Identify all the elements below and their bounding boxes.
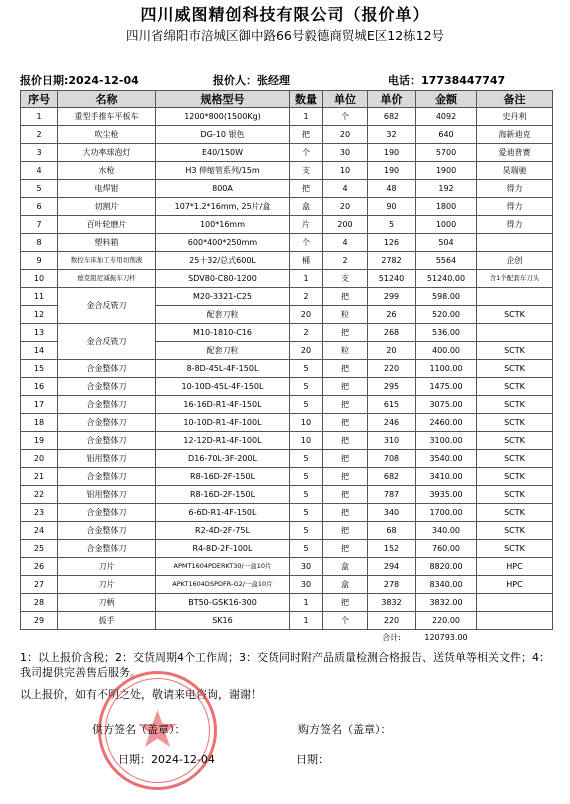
cell-no: 29 <box>21 612 58 630</box>
cell-amount: 1000 <box>416 216 477 234</box>
cell-note: SCTK <box>477 342 553 360</box>
cell-unit: 20 <box>323 126 368 144</box>
cell-name: 合金整体刀 <box>58 522 156 540</box>
cell-qty: 盒 <box>290 198 323 216</box>
cell-unit: 把 <box>323 288 368 306</box>
cell-no: 5 <box>21 180 58 198</box>
cell-amount: 640 <box>416 126 477 144</box>
cell-unit: 支 <box>323 270 368 288</box>
cell-note: SCTK <box>477 414 553 432</box>
document-title: 四川威图精创科技有限公司（报价单） <box>140 5 430 24</box>
cell-price: 2782 <box>368 252 416 270</box>
cell-note: 得力 <box>477 216 553 234</box>
cell-note: SCTK <box>477 504 553 522</box>
cell-note: SCTK <box>477 360 553 378</box>
cell-amount: 192 <box>416 180 477 198</box>
cell-unit: 把 <box>323 450 368 468</box>
cell-no: 19 <box>21 432 58 450</box>
cell-amount: 3935.00 <box>416 486 477 504</box>
cell-spec: R8-16D-2F-150L <box>156 486 290 504</box>
cell-spec: DG-10 银色 <box>156 126 290 144</box>
cell-amount: 8820.00 <box>416 558 477 576</box>
cell-price: 246 <box>368 414 416 432</box>
cell-amount: 5564 <box>416 252 477 270</box>
cell-spec: 12-12D-R1-4F-100L <box>156 432 290 450</box>
buyer-date: 日期： <box>296 753 329 766</box>
cell-spec: 10-10D-45L-4F-150L <box>156 378 290 396</box>
table-row <box>21 558 553 576</box>
cell-spec: 8-8D-45L-4F-150L <box>156 360 290 378</box>
total-spacer <box>21 630 58 645</box>
table-row <box>21 468 553 486</box>
cell-name: 电焊钳 <box>58 180 156 198</box>
cell-name: 大功率球泡灯 <box>58 144 156 162</box>
table-row <box>21 180 553 198</box>
cell-price: 220 <box>368 360 416 378</box>
cell-name: 百叶轮磨片 <box>58 216 156 234</box>
cell-name-merged: 金合反铣刀 <box>58 324 156 360</box>
col-header: 规格型号 <box>156 91 290 108</box>
cell-qty: 把 <box>290 126 323 144</box>
quoter: 报价人：张经理 <box>213 74 290 87</box>
cell-price: 3832 <box>368 594 416 612</box>
cell-name: 切割片 <box>58 198 156 216</box>
cell-qty: 5 <box>290 486 323 504</box>
supplier-date: 日期：2024-12-04 <box>118 753 215 766</box>
cell-note <box>477 288 553 306</box>
cell-qty: 1 <box>290 612 323 630</box>
cell-name: 刀片 <box>58 558 156 576</box>
table-row <box>21 126 553 144</box>
cell-qty: 5 <box>290 360 323 378</box>
cell-qty: 30 <box>290 558 323 576</box>
cell-name: 合金整体刀 <box>58 468 156 486</box>
cell-name: 合金整体刀 <box>58 378 156 396</box>
col-header: 序号 <box>21 91 58 108</box>
cell-price: 294 <box>368 558 416 576</box>
cell-no: 4 <box>21 162 58 180</box>
cell-no: 3 <box>21 144 58 162</box>
cell-spec: D16-70L-3F-200L <box>156 450 290 468</box>
cell-amount: 1100.00 <box>416 360 477 378</box>
cell-qty: 把 <box>290 180 323 198</box>
phone: 电话：17738447747 <box>388 74 506 87</box>
cell-no: 9 <box>21 252 58 270</box>
cell-no: 1 <box>21 108 58 126</box>
cell-name: 德克阻尼减振车刀杆 <box>58 270 156 288</box>
cell-name: 扳手 <box>58 612 156 630</box>
cell-note: SCTK <box>477 486 553 504</box>
cell-name: 重型手推车平板车 <box>58 108 156 126</box>
cell-spec: M20-3321-C25 <box>156 288 290 306</box>
cell-note: 企创 <box>477 252 553 270</box>
cell-name: 数控车床加工专用切削液 <box>58 252 156 270</box>
cell-spec: 107*1.2*16mm, 25片/盒 <box>156 198 290 216</box>
cell-price: 90 <box>368 198 416 216</box>
cell-price: 26 <box>368 306 416 324</box>
cell-price: 340 <box>368 504 416 522</box>
cell-price: 152 <box>368 540 416 558</box>
cell-no: 11 <box>21 288 58 306</box>
company-address: 四川省绵阳市涪城区御中路66号毅德商贸城E区12栋12号 <box>125 28 445 43</box>
total-spacer <box>323 630 368 645</box>
cell-note: 得力 <box>477 180 553 198</box>
cell-amount: 51240.00 <box>416 270 477 288</box>
cell-price: 32 <box>368 126 416 144</box>
cell-no: 7 <box>21 216 58 234</box>
total-spacer <box>477 630 553 645</box>
cell-amount: 536.00 <box>416 324 477 342</box>
cell-amount: 2460.00 <box>416 414 477 432</box>
cell-qty: 2 <box>290 288 323 306</box>
cell-note: 得力 <box>477 198 553 216</box>
cell-qty: 2 <box>290 324 323 342</box>
cell-no: 22 <box>21 486 58 504</box>
cell-unit: 个 <box>323 108 368 126</box>
supplier-signature-label: 供方签名（盖章）： <box>92 723 186 736</box>
cell-no: 21 <box>21 468 58 486</box>
table-row <box>21 504 553 522</box>
cell-unit: 把 <box>323 468 368 486</box>
cell-qty: 10 <box>290 432 323 450</box>
table-row <box>21 288 553 306</box>
table-row <box>21 594 553 612</box>
table-header-row <box>21 91 553 108</box>
cell-unit: 盒 <box>323 576 368 594</box>
cell-note: SCTK <box>477 306 553 324</box>
cell-note <box>477 324 553 342</box>
cell-qty: 片 <box>290 216 323 234</box>
cell-name: 刀柄 <box>58 594 156 612</box>
cell-unit: 30 <box>323 144 368 162</box>
cell-unit: 盒 <box>323 558 368 576</box>
col-header: 名称 <box>58 91 156 108</box>
table-row <box>21 396 553 414</box>
cell-no: 24 <box>21 522 58 540</box>
cell-qty: 5 <box>290 378 323 396</box>
total-row <box>21 630 553 645</box>
cell-unit: 把 <box>323 486 368 504</box>
cell-spec: 25十32/总式600L <box>156 252 290 270</box>
cell-price: 190 <box>368 144 416 162</box>
cell-name: 塑料箱 <box>58 234 156 252</box>
cell-amount: 3100.00 <box>416 432 477 450</box>
cell-spec: R2-4D-2F-75L <box>156 522 290 540</box>
cell-no: 27 <box>21 576 58 594</box>
buyer-signature-label: 购方签名（盖章）： <box>298 723 392 736</box>
table-row <box>21 198 553 216</box>
cell-no: 12 <box>21 306 58 324</box>
table-row <box>21 216 553 234</box>
cell-spec: H3 伸缩管系列/15m <box>156 162 290 180</box>
table-row <box>21 540 553 558</box>
cell-no: 18 <box>21 414 58 432</box>
cell-price: 68 <box>368 522 416 540</box>
cell-note: HPC <box>477 576 553 594</box>
cell-price: 299 <box>368 288 416 306</box>
cell-note: SCTK <box>477 468 553 486</box>
cell-unit: 把 <box>323 432 368 450</box>
cell-unit: 200 <box>323 216 368 234</box>
cell-qty: 桶 <box>290 252 323 270</box>
cell-price: 268 <box>368 324 416 342</box>
quotation-table <box>20 90 553 644</box>
cell-no: 25 <box>21 540 58 558</box>
cell-price: 682 <box>368 108 416 126</box>
cell-note: SCTK <box>477 540 553 558</box>
cell-spec: 600*400*250mm <box>156 234 290 252</box>
cell-amount: 598.00 <box>416 288 477 306</box>
cell-unit: 粒 <box>323 306 368 324</box>
cell-note: 史丹利 <box>477 108 553 126</box>
cell-note <box>477 594 553 612</box>
cell-unit: 把 <box>323 594 368 612</box>
cell-qty: 5 <box>290 540 323 558</box>
cell-spec: 1200*800(1500Kg) <box>156 108 290 126</box>
cell-unit: 20 <box>323 198 368 216</box>
cell-amount: 340.00 <box>416 522 477 540</box>
cell-unit: 4 <box>323 180 368 198</box>
table-row <box>21 108 553 126</box>
cell-spec: M10-1810-C16 <box>156 324 290 342</box>
table-row <box>21 612 553 630</box>
table-row <box>21 324 553 342</box>
quote-info-bar <box>20 72 550 86</box>
cell-no: 20 <box>21 450 58 468</box>
cell-spec: 配套刀粒 <box>156 342 290 360</box>
cell-qty: 5 <box>290 450 323 468</box>
cell-unit: 把 <box>323 504 368 522</box>
cell-unit: 粒 <box>323 342 368 360</box>
cell-unit: 10 <box>323 162 368 180</box>
cell-qty: 个 <box>290 144 323 162</box>
col-header: 数量 <box>290 91 323 108</box>
cell-qty: 1 <box>290 594 323 612</box>
cell-qty: 10 <box>290 414 323 432</box>
cell-price: 48 <box>368 180 416 198</box>
cell-name: 铝用整体刀 <box>58 450 156 468</box>
cell-spec: R4-8D-2F-100L <box>156 540 290 558</box>
cell-name: 水枪 <box>58 162 156 180</box>
closing-text: 以上报价，如有不明之处，敬请来电咨询，谢谢！ <box>20 688 262 701</box>
cell-amount: 3832.00 <box>416 594 477 612</box>
cell-qty: 20 <box>290 342 323 360</box>
table-row <box>21 576 553 594</box>
cell-name: 铝用整体刀 <box>58 486 156 504</box>
cell-no: 16 <box>21 378 58 396</box>
table-row <box>21 162 553 180</box>
cell-spec: APKT1604DSPDFR-G2/一盒10片 <box>156 576 290 594</box>
cell-price: 126 <box>368 234 416 252</box>
cell-amount: 520.00 <box>416 306 477 324</box>
col-header: 金额 <box>416 91 477 108</box>
cell-no: 8 <box>21 234 58 252</box>
cell-name: 刀片 <box>58 576 156 594</box>
table-row <box>21 234 553 252</box>
cell-note: SCTK <box>477 396 553 414</box>
cell-amount: 3410.00 <box>416 468 477 486</box>
cell-no: 23 <box>21 504 58 522</box>
cell-no: 6 <box>21 198 58 216</box>
cell-note: SCTK <box>477 450 553 468</box>
cell-no: 17 <box>21 396 58 414</box>
col-header: 备注 <box>477 91 553 108</box>
cell-amount: 5700 <box>416 144 477 162</box>
cell-spec: SDV80-C80-1200 <box>156 270 290 288</box>
cell-spec: BT50-GSK16-300 <box>156 594 290 612</box>
cell-amount: 1700.00 <box>416 504 477 522</box>
cell-note: SCTK <box>477 432 553 450</box>
table-row <box>21 252 553 270</box>
cell-name: 吹尘枪 <box>58 126 156 144</box>
table-row <box>21 522 553 540</box>
cell-note: 海新迪克 <box>477 126 553 144</box>
cell-name-merged: 金合反铣刀 <box>58 288 156 324</box>
cell-note: SCTK <box>477 522 553 540</box>
cell-name: 合金整体刀 <box>58 540 156 558</box>
cell-amount: 4092 <box>416 108 477 126</box>
cell-price: 682 <box>368 468 416 486</box>
cell-spec: 100*16mm <box>156 216 290 234</box>
cell-note <box>477 234 553 252</box>
cell-qty: 5 <box>290 522 323 540</box>
cell-qty: 5 <box>290 396 323 414</box>
cell-name: 合金整体刀 <box>58 432 156 450</box>
cell-unit: 把 <box>323 522 368 540</box>
cell-no: 15 <box>21 360 58 378</box>
cell-unit: 把 <box>323 324 368 342</box>
cell-price: 20 <box>368 342 416 360</box>
cell-note <box>477 612 553 630</box>
cell-qty: 1 <box>290 108 323 126</box>
table-row <box>21 450 553 468</box>
cell-price: 220 <box>368 612 416 630</box>
cell-name: 合金整体刀 <box>58 360 156 378</box>
col-header: 单位 <box>323 91 368 108</box>
col-header: 单价 <box>368 91 416 108</box>
table-row <box>21 486 553 504</box>
cell-price: 190 <box>368 162 416 180</box>
table-row <box>21 414 553 432</box>
total-spacer <box>290 630 323 645</box>
cell-amount: 504 <box>416 234 477 252</box>
quote-date: 报价日期:2024-12-04 <box>20 74 139 87</box>
cell-spec: 800A <box>156 180 290 198</box>
cell-note: HPC <box>477 558 553 576</box>
cell-no: 2 <box>21 126 58 144</box>
cell-qty: 1 <box>290 270 323 288</box>
cell-unit: 把 <box>323 414 368 432</box>
table-row <box>21 360 553 378</box>
cell-spec: SK16 <box>156 612 290 630</box>
cell-no: 26 <box>21 558 58 576</box>
cell-amount: 220.00 <box>416 612 477 630</box>
cell-unit: 把 <box>323 378 368 396</box>
cell-qty: 5 <box>290 468 323 486</box>
cell-name: 合金整体刀 <box>58 414 156 432</box>
cell-unit: 个 <box>323 612 368 630</box>
cell-price: 708 <box>368 450 416 468</box>
cell-note: 爱迪普赛 <box>477 144 553 162</box>
table-row <box>21 378 553 396</box>
cell-qty: 20 <box>290 306 323 324</box>
cell-spec: 10-10D-R1-4F-100L <box>156 414 290 432</box>
terms-notes: 1：以上报价含税；2：交货周期4个工作周；3：交货同时附产品质量检测合格报告、送货单等相关文件；4：我司提供完善售后服务。 <box>20 651 550 679</box>
cell-amount: 1900 <box>416 162 477 180</box>
cell-unit: 把 <box>323 360 368 378</box>
cell-note: SCTK <box>477 378 553 396</box>
table-row <box>21 144 553 162</box>
cell-amount: 760.00 <box>416 540 477 558</box>
cell-amount: 400.00 <box>416 342 477 360</box>
total-value: 120793.00 <box>424 632 468 642</box>
total-spacer <box>156 630 290 645</box>
cell-qty: 个 <box>290 234 323 252</box>
cell-amount: 3540.00 <box>416 450 477 468</box>
table-row <box>21 270 553 288</box>
total-spacer <box>58 630 156 645</box>
cell-spec: E40/150W <box>156 144 290 162</box>
cell-note: 昊瑞驰 <box>477 162 553 180</box>
cell-qty: 30 <box>290 576 323 594</box>
cell-price: 5 <box>368 216 416 234</box>
total-label: 合计: <box>382 632 401 642</box>
cell-price: 295 <box>368 378 416 396</box>
cell-price: 51240 <box>368 270 416 288</box>
cell-no: 14 <box>21 342 58 360</box>
cell-amount: 3075.00 <box>416 396 477 414</box>
cell-qty: 5 <box>290 504 323 522</box>
cell-unit: 把 <box>323 396 368 414</box>
cell-spec: R8-16D-2F-150L <box>156 468 290 486</box>
cell-unit: 把 <box>323 540 368 558</box>
cell-qty: 支 <box>290 162 323 180</box>
cell-spec: 配套刀粒 <box>156 306 290 324</box>
cell-amount: 1475.00 <box>416 378 477 396</box>
cell-spec: 16-16D-R1-4F-150L <box>156 396 290 414</box>
cell-name: 合金整体刀 <box>58 504 156 522</box>
table-row <box>21 432 553 450</box>
cell-unit: 2 <box>323 252 368 270</box>
cell-spec: 6-6D-R1-4F-150L <box>156 504 290 522</box>
cell-price: 787 <box>368 486 416 504</box>
cell-amount: 1800 <box>416 198 477 216</box>
cell-spec: APMT1604PDERKT30/一盒10片 <box>156 558 290 576</box>
cell-price: 310 <box>368 432 416 450</box>
cell-unit: 4 <box>323 234 368 252</box>
cell-price: 278 <box>368 576 416 594</box>
cell-amount: 8340.00 <box>416 576 477 594</box>
cell-no: 28 <box>21 594 58 612</box>
cell-no: 10 <box>21 270 58 288</box>
cell-no: 13 <box>21 324 58 342</box>
cell-price: 615 <box>368 396 416 414</box>
cell-note: 含1个配套车刀头 <box>477 270 553 288</box>
cell-name: 合金整体刀 <box>58 396 156 414</box>
